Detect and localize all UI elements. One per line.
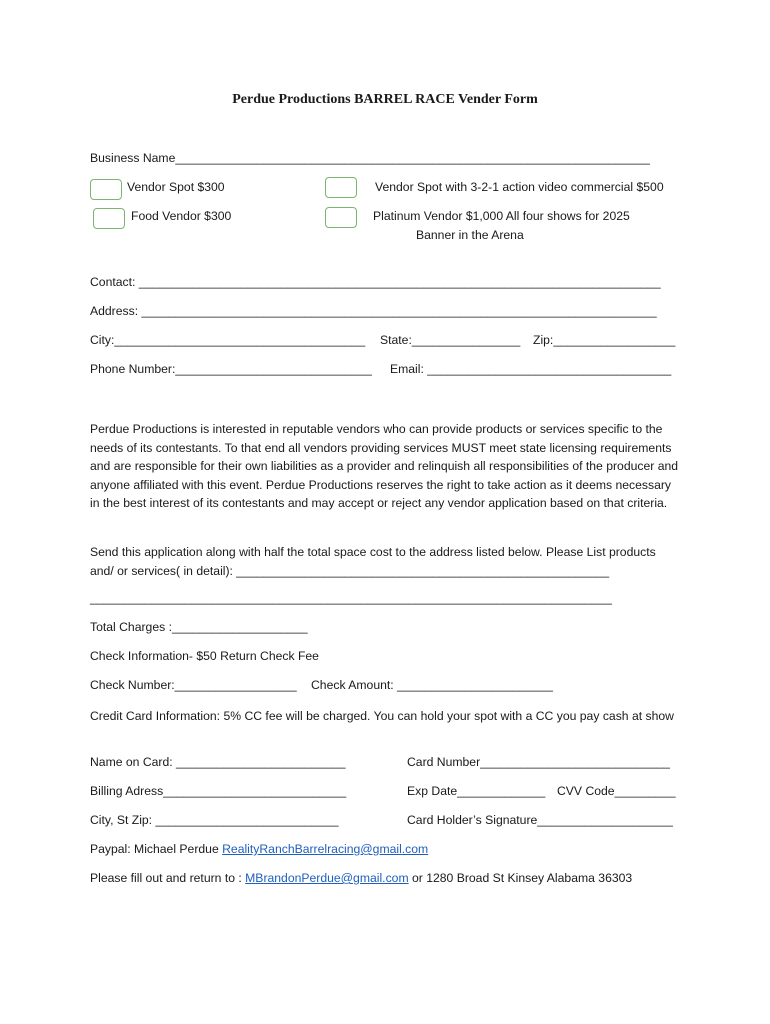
city-zip-field[interactable]: City, St Zip: ___________________________ — [90, 813, 339, 827]
total-charges-field[interactable]: Total Charges :____________________ — [90, 620, 308, 634]
platinum-vendor-label: Platinum Vendor $1,000 All four shows for 2025 — [373, 209, 630, 223]
address-field[interactable]: Address: ____________________________________________________________________________ — [90, 304, 657, 318]
cc-info-text: Credit Card Information: 5% CC fee will be charged. You can hold your spot with a CC you pay cash at show — [90, 709, 674, 723]
vendor-spot-checkbox[interactable] — [90, 179, 122, 200]
vendor-spot-video-label: Vendor Spot with 3-2-1 action video commercial $500 — [375, 180, 664, 194]
return-line — [90, 871, 632, 885]
terms-text: Perdue Productions is interested in reputable vendors who can provide products or services specific to the needs of its contestants. To that end all vendors providing services MUST meet state licensing requirements and are responsible for their own liabilities as a provider and relinquish all responsibilities of the producer and anyone affiliated with this event. Perdue Productions reserves the right to take action as it deems necessary in the best interest of its contestants and may accept or reject any vendor application based on that criteria. — [90, 422, 679, 511]
email-field[interactable]: Email: ____________________________________ — [390, 362, 672, 376]
terms-paragraph — [90, 420, 682, 513]
exp-date-field[interactable]: Exp Date_____________ — [407, 784, 546, 798]
name-on-card-field[interactable]: Name on Card: _________________________ — [90, 755, 346, 769]
check-number-field[interactable]: Check Number:__________________ — [90, 678, 297, 692]
card-number-field[interactable]: Card Number____________________________ — [407, 755, 670, 769]
state-field[interactable]: State:________________ — [380, 333, 521, 347]
platinum-vendor-label-line2: Banner in the Arena — [416, 228, 524, 242]
products-field-line2[interactable]: _____________________________________________________________________________ — [90, 591, 612, 605]
cvv-field[interactable]: CVV Code_________ — [557, 784, 676, 798]
paypal-line — [90, 842, 428, 856]
return-email-link[interactable]: MBrandonPerdue@gmail.com — [245, 871, 409, 885]
food-vendor-checkbox[interactable] — [93, 208, 125, 229]
check-info-text: Check Information- $50 Return Check Fee — [90, 649, 319, 663]
paypal-label: Paypal: Michael Perdue — [90, 842, 219, 856]
cc-info-paragraph — [90, 707, 682, 726]
form-title: Perdue Productions BARREL RACE Vender Form — [232, 92, 538, 107]
paypal-email-link[interactable]: RealityRanchBarrelracing@gmail.com — [222, 842, 429, 856]
phone-field[interactable]: Phone Number:_____________________________ — [90, 362, 372, 376]
return-address: or 1280 Broad St Kinsey Alabama 36303 — [411, 871, 633, 885]
business-name-field[interactable]: Business Name______________________________________________________________________ — [90, 151, 650, 165]
billing-address-field[interactable]: Billing Adress___________________________ — [90, 784, 347, 798]
vendor-spot-label: Vendor Spot $300 — [127, 180, 225, 194]
city-field[interactable]: City:_____________________________________ — [90, 333, 366, 347]
return-label: Please fill out and return to : — [90, 871, 242, 885]
food-vendor-label: Food Vendor $300 — [131, 209, 232, 223]
instructions-text: Send this application along with half the total space cost to the address listed below. Please List products and/ or services( in detail): _______________________________________________________ — [90, 545, 656, 578]
signature-field[interactable]: Card Holder’s Signature____________________ — [407, 813, 673, 827]
check-amount-field[interactable]: Check Amount: _______________________ — [311, 678, 553, 692]
platinum-vendor-checkbox[interactable] — [325, 207, 357, 228]
zip-field[interactable]: Zip:__________________ — [533, 333, 676, 347]
instructions-paragraph — [90, 543, 682, 580]
vendor-spot-video-checkbox[interactable] — [325, 177, 357, 198]
contact-field[interactable]: Contact: _____________________________________________________________________________ — [90, 275, 661, 289]
